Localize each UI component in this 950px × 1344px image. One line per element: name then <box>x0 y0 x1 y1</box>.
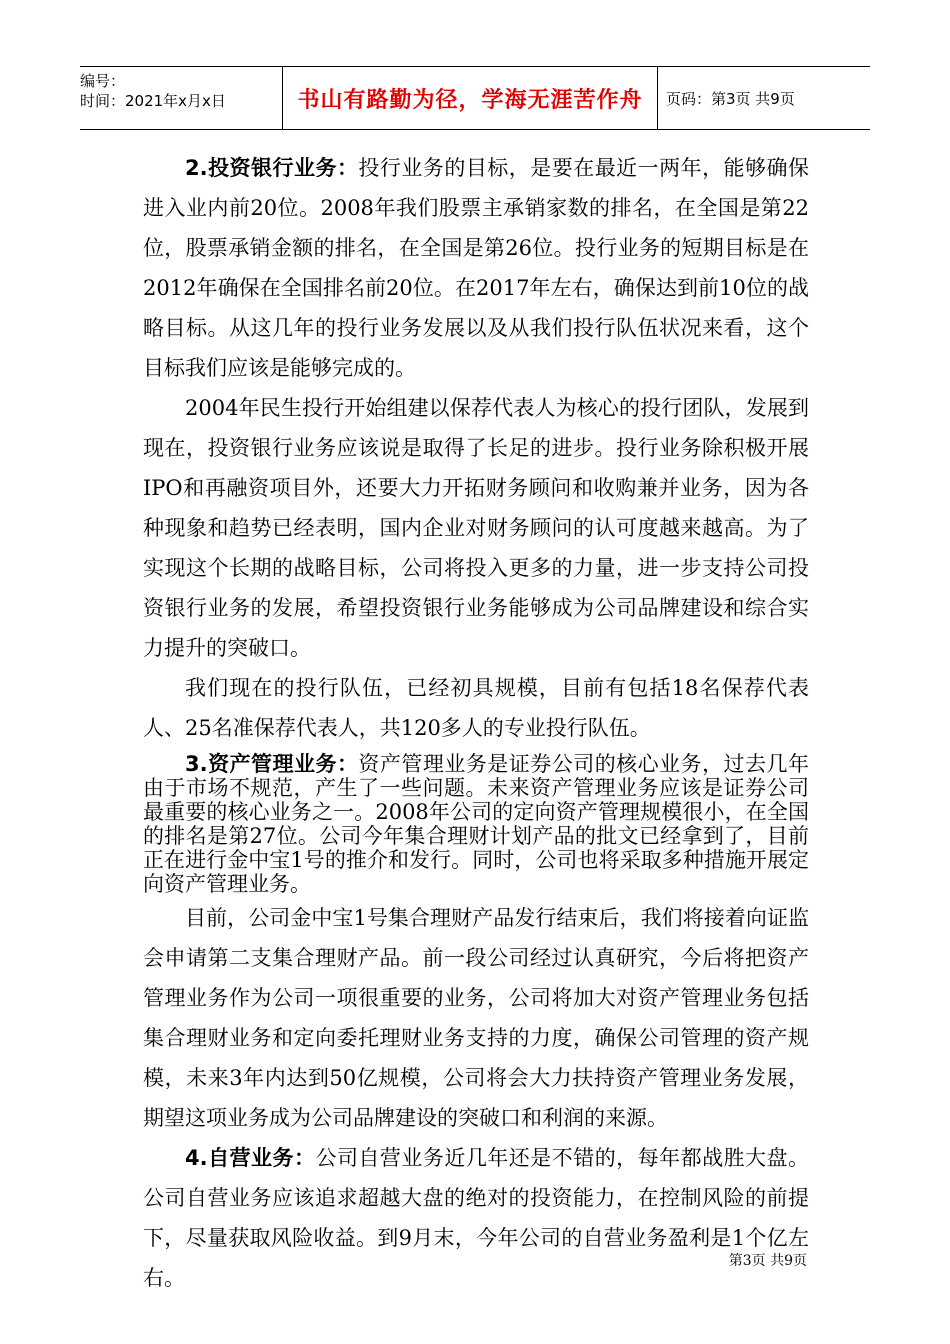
paragraph-text: 目前，公司金中宝1号集合理财产品发行结束后，我们将接着向证监会申请第二支集合理财产品。前一段公司经过认真研究，今后将把资产管理业务作为公司一项很重要的业务，公司将加大对资产管理业务包括集合理财业务和定向委托理财业务支持的力度，确保公司管理的资产规模，未来3年内达到50亿规模，公司将会大力扶持资产管理业务发展，期望这项业务成为公司品牌建设的突破口和利润的来源。 <box>143 906 809 1130</box>
paragraph-ib-team <box>143 388 809 668</box>
paragraph-text: 资产管理业务是证券公司的核心业务，过去几年由于市场不规范，产生了一些问题。未来资产管理业务应该是证券公司最重要的核心业务之一。2008年公司的定向资产管理规模很小，在全国的排名是第27位。公司今年集合理财计划产品的批文已经拿到了，目前正在进行金中宝1号的推介和发行。同时，公司也将采取多种措施开展定向资产管理业务。 <box>143 752 809 896</box>
header-meta <box>80 67 283 129</box>
section-heading: 3.资产管理业务： <box>185 752 359 776</box>
page-header <box>80 66 870 130</box>
paragraph-ib-staff <box>143 668 809 748</box>
paragraph-investment-banking <box>143 148 809 388</box>
paragraph-text: 我们现在的投行队伍，已经初具规模，目前有包括18名保荐代表人、25名准保荐代表人，共120多人的专业投行队伍。 <box>143 676 809 740</box>
paragraph-asset-management <box>143 752 809 896</box>
paragraph-asset-management-plan <box>143 898 809 1138</box>
paragraph-text: 投行业务的目标，是要在最近一两年，能够确保进入业内前20位。2008年我们股票主承销家数的排名，在全国是第22位，股票承销金额的排名，在全国是第26位。投行业务的短期目标是在2012年确保在全国排名前20位。在2017年左右，确保达到前10位的战略目标。从这几年的投行业务发展以及从我们投行队伍状况来看，这个目标我们应该是能够完成的。 <box>143 156 809 380</box>
document-body <box>143 148 809 1298</box>
page-footer: 第3页 共9页 <box>728 1253 807 1269</box>
paragraph-text: 公司自营业务近几年还是不错的，每年都战胜大盘。公司自营业务应该追求超越大盘的绝对的投资能力，在控制风险的前提下，尽量获取风险收益。到9月末，今年公司的自营业务盈利是1个亿左右。 <box>143 1146 810 1290</box>
section-heading: 4.自营业务： <box>185 1146 316 1170</box>
header-page-number: 页码：第3页 共9页 <box>666 89 795 108</box>
paragraph-proprietary-trading <box>143 1138 809 1298</box>
paragraph-text: 2004年民生投行开始组建以保荐代表人为核心的投行团队，发展到现在，投资银行业务应该说是取得了长足的进步。投行业务除积极开展IPO和再融资项目外，还要大力开拓财务顾问和收购兼并业务，因为各种现象和趋势已经表明，国内企业对财务顾问的认可度越来越高。为了实现这个长期的战略目标，公司将投入更多的力量，进一步支持公司投资银行业务的发展，希望投资银行业务能够成为公司品牌建设和综合实力提升的突破口。 <box>143 396 809 660</box>
section-heading: 2.投资银行业务： <box>185 156 359 180</box>
header-motto: 书山有路勤为径，学海无涯苦作舟 <box>283 67 658 129</box>
document-date: 时间：2021年x月x日 <box>80 92 226 110</box>
document-number: 编号： <box>80 72 126 90</box>
